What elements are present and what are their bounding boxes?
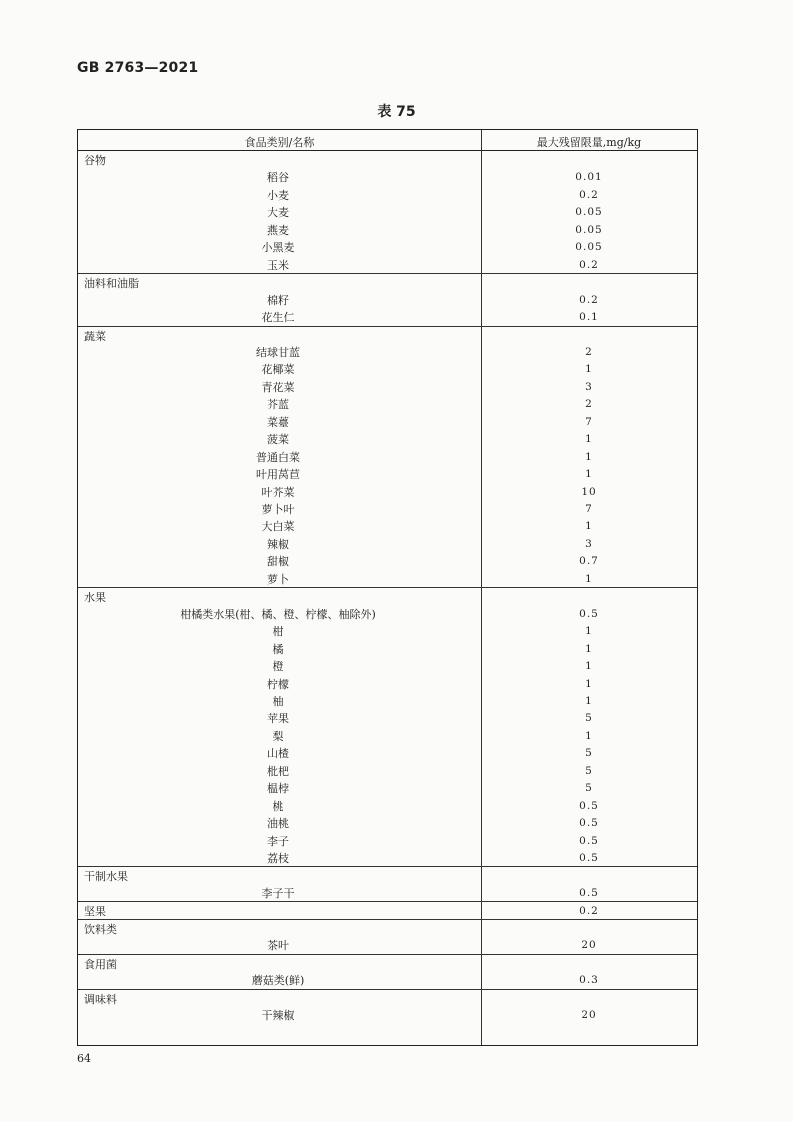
food-name: 花生仁 xyxy=(261,311,295,325)
table-row xyxy=(78,378,697,395)
table-row xyxy=(78,203,697,220)
limit-value: 5 xyxy=(585,764,593,777)
food-name: 玉米 xyxy=(267,258,289,272)
food-name: 菜薹 xyxy=(267,415,289,429)
limit-value: 0.3 xyxy=(579,974,599,987)
food-name: 叶用莴苣 xyxy=(256,468,300,482)
category-label: 食用菌 xyxy=(84,957,117,971)
table-row xyxy=(78,413,697,430)
food-name: 油桃 xyxy=(267,817,289,831)
food-name: 棉籽 xyxy=(267,293,289,307)
food-name: 青花菜 xyxy=(261,380,295,394)
limit-value: 0.2 xyxy=(579,188,599,201)
food-name: 干辣椒 xyxy=(261,1009,295,1023)
category-label: 干制水果 xyxy=(84,870,128,884)
limit-value: 10 xyxy=(581,485,597,498)
food-name: 枇杷 xyxy=(267,764,289,778)
category-row xyxy=(78,901,697,919)
limit-value: 2 xyxy=(585,345,593,358)
limit-value: 1 xyxy=(585,520,593,533)
food-name: 结球甘蓝 xyxy=(256,345,300,359)
table-row xyxy=(78,744,697,761)
food-name: 山楂 xyxy=(267,747,289,761)
category-row xyxy=(78,151,697,168)
table-row xyxy=(78,570,697,587)
table-row xyxy=(78,535,697,552)
table-row xyxy=(78,552,697,569)
limit-value: 1 xyxy=(585,660,593,673)
food-name: 萝卜叶 xyxy=(261,503,295,516)
category-row xyxy=(78,989,697,1007)
food-name: 李子 xyxy=(267,834,289,848)
document-id: GB 2763—2021 xyxy=(77,60,199,76)
limit-value: 3 xyxy=(585,537,593,550)
table-row xyxy=(78,221,697,238)
table-row xyxy=(78,936,697,953)
table-row xyxy=(78,465,697,482)
table-row xyxy=(78,657,697,674)
limit-value: 3 xyxy=(585,380,593,393)
table-row xyxy=(78,692,697,709)
limit-value: 0.2 xyxy=(579,293,599,306)
category-label: 蔬菜 xyxy=(84,329,106,343)
food-name: 大白菜 xyxy=(261,520,295,534)
limit-value: 0.7 xyxy=(579,555,599,568)
food-name: 柚 xyxy=(272,694,284,708)
limit-value: 0.1 xyxy=(579,311,599,324)
limit-value: 1 xyxy=(585,642,593,655)
limit-value: 1 xyxy=(585,468,593,481)
limit-value: 0.2 xyxy=(579,905,599,918)
category-row xyxy=(78,326,697,344)
table-row xyxy=(78,727,697,744)
food-name: 桃 xyxy=(272,799,284,813)
table-row xyxy=(78,832,697,849)
food-name: 辣椒 xyxy=(267,537,289,551)
limit-value: 0.5 xyxy=(579,799,599,812)
table-row xyxy=(78,622,697,639)
food-name: 花椰菜 xyxy=(261,363,295,377)
table-row xyxy=(78,483,697,500)
category-row xyxy=(78,954,697,972)
limit-value: 1 xyxy=(585,433,593,446)
food-name: 梨 xyxy=(272,729,284,743)
table-row xyxy=(78,640,697,657)
food-name: 普通白菜 xyxy=(256,450,300,464)
limit-value: 0.05 xyxy=(575,241,603,254)
limit-value: 1 xyxy=(585,694,593,707)
food-name: 橘 xyxy=(272,642,284,656)
limit-value: 20 xyxy=(581,939,597,952)
limit-value: 0.01 xyxy=(575,171,603,184)
limit-value: 0.05 xyxy=(575,223,603,236)
limit-value: 5 xyxy=(585,782,593,795)
limit-value: 7 xyxy=(585,415,593,428)
limit-value: 1 xyxy=(585,625,593,638)
limit-value: 2 xyxy=(585,398,593,411)
limit-value: 1 xyxy=(585,450,593,463)
food-name: 橙 xyxy=(272,660,284,674)
table-header xyxy=(78,130,697,151)
food-name: 柑 xyxy=(272,625,284,639)
category-label: 谷物 xyxy=(84,154,106,167)
food-name: 萝卜 xyxy=(267,572,289,586)
table-row xyxy=(78,517,697,534)
food-name: 稻谷 xyxy=(267,171,289,185)
category-label: 坚果 xyxy=(84,905,106,919)
page-number: 64 xyxy=(77,1052,91,1065)
category-label: 调味料 xyxy=(84,992,117,1006)
table-row xyxy=(78,675,697,692)
table-row xyxy=(78,430,697,447)
limit-value: 0.05 xyxy=(575,206,603,219)
food-name: 小麦 xyxy=(267,188,289,202)
header-max-residue-limit: 最大残留限量,mg/kg xyxy=(536,136,642,149)
table-row xyxy=(78,291,697,308)
limit-value: 1 xyxy=(585,677,593,690)
table-row xyxy=(78,256,697,273)
limit-value: 0.2 xyxy=(579,258,599,271)
limit-value: 20 xyxy=(581,1009,597,1022)
limit-value: 5 xyxy=(585,712,593,725)
food-name: 菠菜 xyxy=(267,433,289,447)
food-name: 榅桲 xyxy=(267,782,289,796)
table-row xyxy=(78,849,697,866)
table-row xyxy=(78,168,697,185)
category-label: 油料和油脂 xyxy=(84,277,139,291)
food-name: 柠檬 xyxy=(267,677,289,691)
limit-value: 1 xyxy=(585,572,593,585)
table-row xyxy=(78,1006,697,1023)
food-name: 柑橘类水果(柑、橘、橙、柠檬、柚除外) xyxy=(180,607,376,621)
food-name: 荔枝 xyxy=(267,852,289,865)
category-label: 饮料类 xyxy=(84,922,117,936)
table-row xyxy=(78,360,697,377)
table-row xyxy=(78,797,697,814)
mrl-table xyxy=(77,129,698,1046)
limit-value: 0.5 xyxy=(579,607,599,620)
food-name: 大麦 xyxy=(267,206,289,220)
table-row xyxy=(78,448,697,465)
category-label: 水果 xyxy=(84,591,106,605)
table-row xyxy=(78,343,697,360)
food-name: 甜椒 xyxy=(267,555,289,569)
food-name: 苹果 xyxy=(267,712,289,726)
food-name: 茶叶 xyxy=(267,939,289,953)
limit-value: 0.5 xyxy=(579,817,599,830)
food-name: 芥蓝 xyxy=(267,398,289,412)
table-row xyxy=(78,308,697,325)
header-food-category: 食品类别/名称 xyxy=(244,136,315,149)
limit-value: 0.5 xyxy=(579,886,599,899)
food-name: 小黑麦 xyxy=(261,241,295,255)
limit-value: 1 xyxy=(585,729,593,742)
table-row xyxy=(78,395,697,412)
limit-value: 0.5 xyxy=(579,852,599,864)
table-row xyxy=(78,605,697,622)
limit-value: 0.5 xyxy=(579,834,599,847)
food-name: 叶芥菜 xyxy=(261,485,295,499)
table-row xyxy=(78,779,697,796)
limit-value: 5 xyxy=(585,747,593,760)
table-row xyxy=(78,814,697,831)
food-name: 蘑菇类(鲜) xyxy=(251,974,305,988)
category-row xyxy=(78,866,697,884)
table-row xyxy=(78,709,697,726)
table-row xyxy=(78,186,697,203)
table-body xyxy=(78,151,697,1045)
table-row xyxy=(78,971,697,988)
food-name: 李子干 xyxy=(261,886,295,900)
category-row xyxy=(78,273,697,291)
category-row xyxy=(78,919,697,937)
table-row xyxy=(78,762,697,779)
food-name: 燕麦 xyxy=(267,223,289,237)
table-row xyxy=(78,884,697,901)
category-row xyxy=(78,587,697,605)
table-title: 表 75 xyxy=(377,104,416,120)
limit-value: 1 xyxy=(585,363,593,376)
table-row xyxy=(78,500,697,517)
limit-value: 7 xyxy=(585,503,593,515)
table-row xyxy=(78,238,697,255)
